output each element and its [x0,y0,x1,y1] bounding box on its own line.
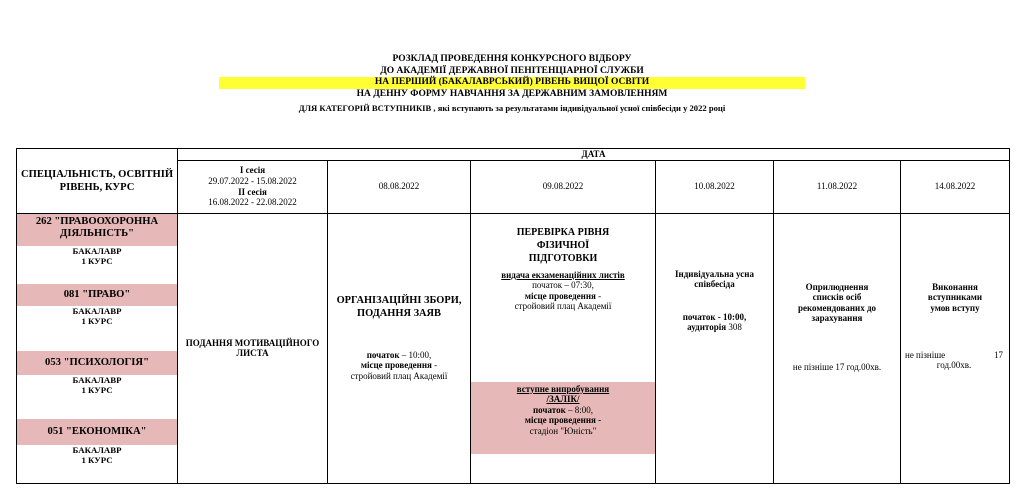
specialty-course: 1 КУРС [81,256,113,267]
conditions-note [905,350,1003,371]
session-1-label: І сесія [239,165,266,176]
test-label-2: /ЗАЛІК/ [546,394,580,405]
test-place: стадіон "Юність" [529,425,597,436]
room-label: аудиторія [687,322,727,333]
session-dates-header [178,160,328,213]
specialty-level: БАКАЛАВР [72,245,122,256]
specialty-051 [17,419,177,466]
org-meeting-title: ОРГАНІЗАЦІЙНІ ЗБОРИ, ПОДАННЯ ЗАЯВ [336,294,462,319]
place-dash: - [595,290,602,301]
date-header: ДАТА [178,149,1010,161]
lists-publication-title: Оприлюднення списків осіб рекомендованих до зарахування [797,281,877,324]
place-value: стройовий плац Академії [514,301,612,312]
header-line-5: ДЛЯ КАТЕГОРІЙ ВСТУПНИКІВ , які вступають за результатами індивідуальної усної співбесіди у 2022 році [298,103,726,114]
note-part-a: не пізніше [905,349,946,360]
test-label-1: вступне випробування [516,383,610,394]
note-part-b: 17 [994,349,1004,360]
test-start-label: початок [532,404,566,415]
cell-1108 [774,213,901,483]
specialties-cell [17,213,178,483]
specialty-title: 262 "ПРАВООХОРОННА ДІЯЛЬНІСТЬ" [17,214,177,246]
place-label: місце проведення [524,290,596,301]
header-line-1: РОЗКЛАД ПРОВЕДЕННЯ КОНКУРСНОГО ВІДБОРУ [392,54,632,64]
room-number: 308 [726,322,742,333]
session-2-dates: 16.08.2022 - 22.08.2022 [208,197,297,208]
cell-0908 [471,213,656,483]
interview-start: початок - 10:00, [682,311,747,322]
specialty-title: 081 "ПРАВО" [17,284,177,306]
date-header-1008: 10.08.2022 [656,160,774,213]
start-label: початок [366,349,400,360]
header-line-2: ДО АКАДЕМІЇ ДЕРЖАВНОЇ ПЕНІТЕНЦІАРНОЇ СЛУЖБИ [380,65,644,76]
note-part-c: год.00хв. [936,360,972,371]
place-dash: - [431,360,438,371]
schedule-table [16,148,1010,484]
specialty-level: БАКАЛАВР [72,305,122,316]
date-header-0908: 09.08.2022 [471,160,656,213]
submission-motivation-letter: ПОДАННЯ МОТИВАЦІЙНОГО ЛИСТА [178,213,328,483]
session-2-label: ІІ сесія [238,186,267,197]
specialty-course: 1 КУРС [81,316,113,327]
specialty-title: 051 "ЕКОНОМІКА" [17,419,177,445]
header-line-3-highlighted: НА ПЕРШИЙ (БАКАЛАВРСЬКИЙ) РІВЕНЬ ВИЩОЇ ОСВІТИ [219,77,805,89]
issue-label: видача екзаменаційних листів [501,269,625,280]
conditions-title: Виконання вступниками умов вступу [927,281,983,313]
cell-1408 [901,213,1010,483]
specialty-level: БАКАЛАВР [72,444,122,455]
start-time: – 10:00, [399,349,432,360]
specialty-262 [17,214,177,267]
specialty-053 [17,351,177,396]
header-line-4: НА ДЕННУ ФОРМУ НАВЧАННЯ ЗА ДЕРЖАВНИМ ЗАМОВЛЕННЯМ [356,88,668,99]
document-header [0,54,1024,115]
place-label: місце проведення [360,360,432,371]
place-value: стройовий плац Академії [350,370,448,381]
test-start-time: – 8:00, [565,404,594,415]
date-header-0808: 08.08.2022 [328,160,471,213]
cell-1008 [656,213,774,483]
interview-title: Індивідуальна усна співбесіда [675,268,754,290]
issue-time: початок – 07:30, [532,280,594,291]
date-header-1108: 11.08.2022 [774,160,901,213]
issue-details [471,270,655,312]
specialty-column-header: СПЕЦІАЛЬНІСТЬ, ОСВІТНІЙ РІВЕНЬ, КУРС [17,149,178,214]
session-1-dates: 29.07.2022 - 15.08.2022 [208,176,297,186]
specialty-course: 1 КУРС [81,455,113,466]
specialty-081 [17,284,177,327]
physical-check-title: ПЕРЕВІРКА РІВНЯ ФІЗИЧНОЇ ПІДГОТОВКИ [516,226,610,264]
date-header-1408: 14.08.2022 [901,160,1010,213]
entrance-test-block [471,382,655,454]
specialty-level: БАКАЛАВР [72,374,122,385]
test-place-label: місце проведення - [524,415,602,426]
specialty-course: 1 КУРС [81,385,113,396]
lists-publication-note: не пізніше 17 год.00хв. [792,361,882,372]
org-meeting-details [328,350,470,382]
interview-details [656,312,773,333]
specialty-title: 053 "ПСИХОЛОГІЯ" [17,351,177,375]
cell-0808 [328,213,471,483]
